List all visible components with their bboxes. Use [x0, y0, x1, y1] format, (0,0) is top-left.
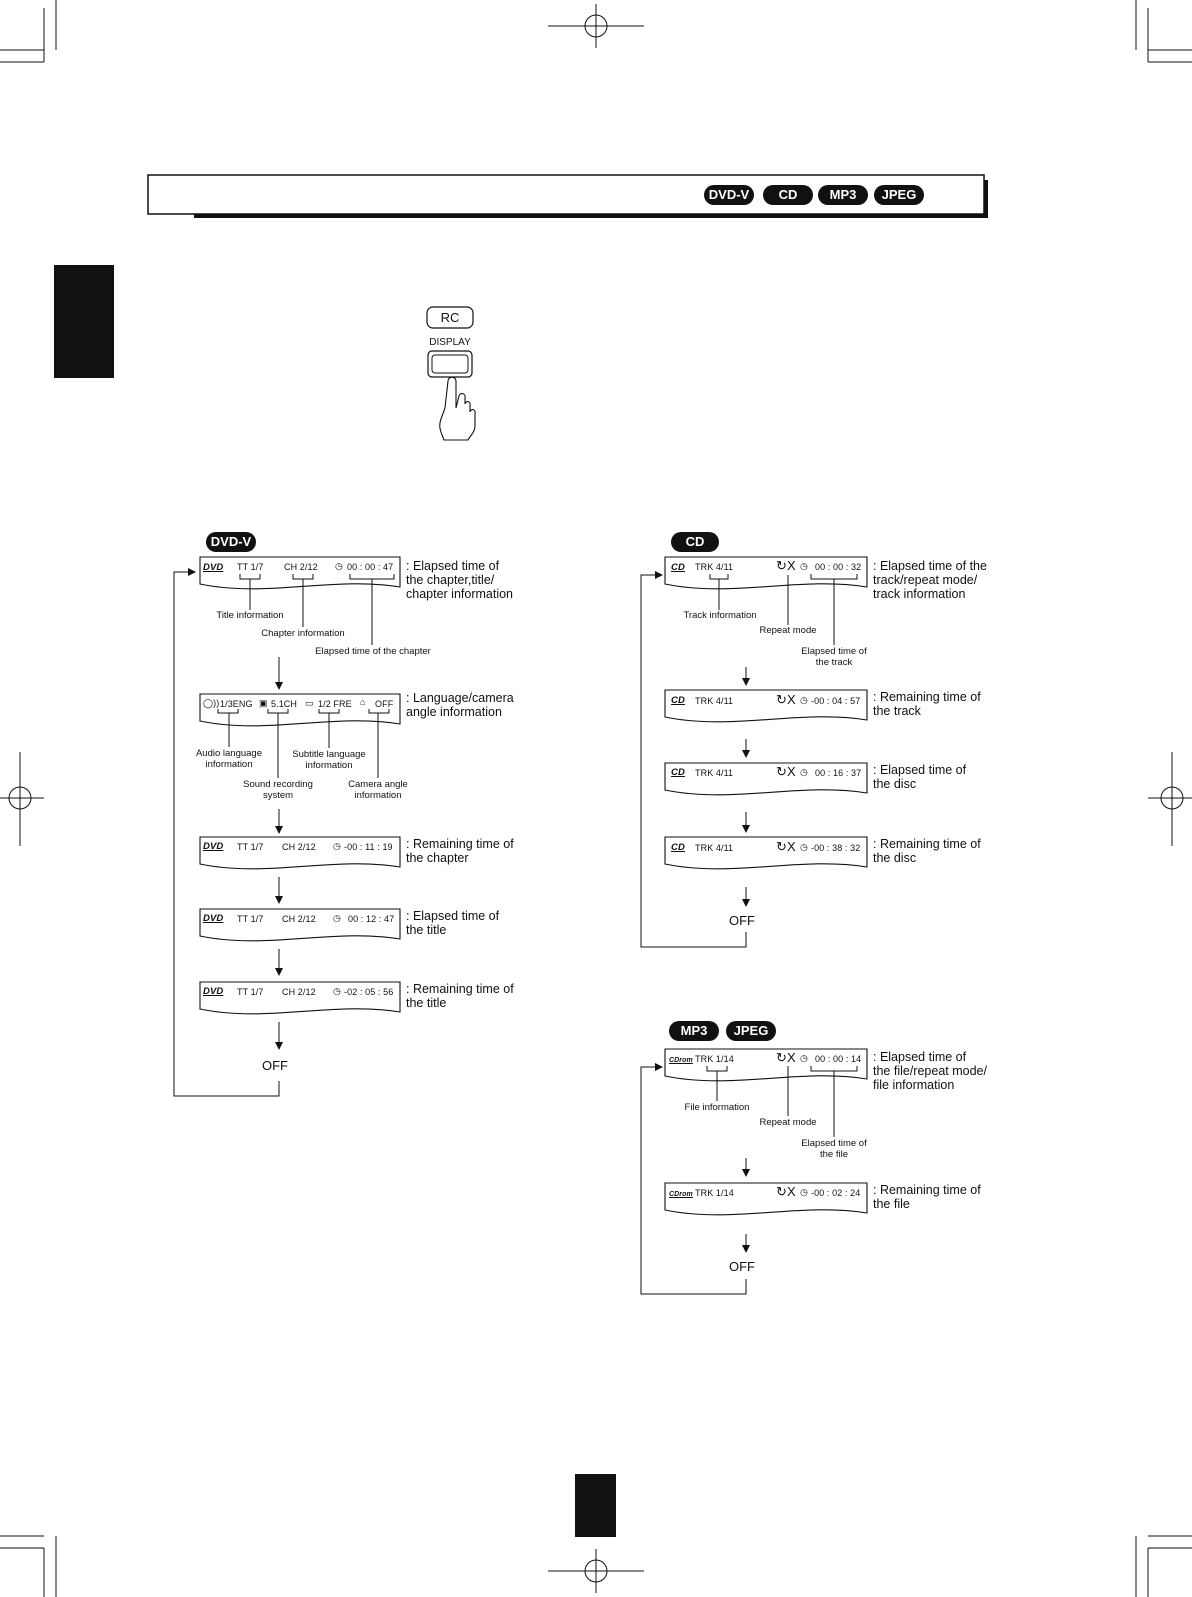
mp3-caption-file-info: File information [684, 1102, 750, 1113]
dvd-screen-5-desc: : Remaining time of the title [406, 982, 514, 1010]
dvd-screen-3-title: TT 1/7 [237, 842, 264, 852]
repeat-icon: ↻X [776, 764, 796, 779]
dvd-logo-icon: DVD [203, 841, 224, 852]
cd-screen-3-time: 00 : 16 : 37 [815, 768, 862, 778]
dvd-screen-5-chapter: CH 2/12 [282, 987, 316, 997]
jpeg-badge: JPEG [726, 1021, 776, 1041]
dvd-screen-4-chapter: CH 2/12 [282, 914, 316, 924]
mp3-screen-2-time: -00 : 02 : 24 [811, 1188, 861, 1198]
audio-icon: ◯)) [203, 698, 220, 708]
dvd-logo-icon: DVD [203, 913, 224, 924]
mp3-screen-2-clock-icon: ◷ [800, 1187, 808, 1197]
dvd-off-label: OFF [262, 1058, 288, 1073]
subtitle-icon: ▭ [305, 698, 314, 708]
cd-screen-1-time: 00 : 00 : 32 [815, 562, 862, 572]
cd-caption-repeat: Repeat mode [759, 625, 817, 636]
repeat-icon: ↻X [776, 558, 796, 573]
dvd-screen-3-clock-icon: ◷ [333, 841, 341, 851]
header-badge-jpeg: JPEG [874, 185, 924, 205]
cd-screen-2-track: TRK 4/11 [695, 696, 734, 706]
dvd-screen-3-chapter: CH 2/12 [282, 842, 316, 852]
display-button[interactable] [428, 351, 472, 377]
mp3-screen-2-track: TRK 1/14 [695, 1188, 734, 1198]
cd-screen-1-clock-icon: ◷ [800, 561, 808, 571]
dvd-caption-camera-angle: Camera angle information [348, 779, 408, 801]
cd-screen-4-track: TRK 4/11 [695, 843, 734, 853]
cdrom-logo-icon: CDrom [669, 1191, 693, 1198]
cd-screen-4 [671, 842, 685, 853]
cd-screen-4-time: -00 : 38 : 32 [811, 843, 861, 853]
repeat-icon: ↻X [776, 1050, 796, 1065]
cd-screen-3-desc: : Elapsed time of the disc [873, 763, 967, 791]
repeat-icon: ↻X [776, 692, 796, 707]
cd-screen-2 [671, 695, 685, 706]
display-button-label: DISPLAY [429, 337, 471, 348]
cd-logo-icon: CD [671, 695, 685, 706]
dvd-caption-title-info: Title information [216, 610, 284, 621]
cd-screen-3-track: TRK 4/11 [695, 768, 734, 778]
cd-screen-2-clock-icon: ◷ [800, 695, 808, 705]
mp3-screen-1-clock-icon: ◷ [800, 1053, 808, 1063]
dvd-screen-5-title: TT 1/7 [237, 987, 264, 997]
header-badge-dvd-v: DVD-V [704, 185, 754, 205]
mp3-screen-1-desc: : Elapsed time of the file/repeat mode/ file information [873, 1050, 987, 1092]
cd-screen-4-clock-icon: ◷ [800, 842, 808, 852]
dvd-screen-3 [203, 841, 223, 852]
mp3-badge: MP3 [669, 1021, 719, 1041]
dvd-screen-4-clock-icon: ◷ [333, 913, 341, 923]
cd-screen-2-desc: : Remaining time of the track [873, 690, 981, 718]
dvd-caption-sound-rec: Sound recording system [243, 779, 313, 801]
repeat-icon: ↻X [776, 839, 796, 854]
dvd-screen-3-desc: : Remaining time of the chapter [406, 837, 514, 865]
cd-logo-icon: CD [671, 767, 685, 778]
dvd-screen-2-audio: 1/3ENG [220, 699, 253, 709]
dvd-screen-2-desc: : Language/camera angle information [406, 691, 514, 719]
cd-logo-icon: CD [671, 562, 685, 573]
dvd-logo-icon: DVD [203, 986, 224, 997]
dvd-screen-1-title: TT 1/7 [237, 562, 264, 572]
cd-screen-2-time: -00 : 04 : 57 [811, 696, 861, 706]
cdrom-logo-icon: CDrom [669, 1057, 693, 1064]
dvd-caption-elapsed-chapter: Elapsed time of the chapter [315, 646, 431, 657]
dvd-screen-1-clock-icon: ◷ [335, 561, 343, 571]
mp3-caption-repeat: Repeat mode [759, 1117, 817, 1128]
dvd-screen-4 [203, 913, 223, 924]
sound-system-icon: ▣ [259, 698, 268, 708]
dvd-caption-audio-lang: Audio language information [195, 748, 263, 770]
dvd-screen-1-time: 00 : 00 : 47 [347, 562, 394, 572]
dvd-screen-2-subtitle: 1/2 FRE [318, 699, 352, 709]
pressing-hand-icon [438, 376, 478, 440]
rc-button-label: RC [440, 310, 460, 325]
camera-angle-icon: ⌂ [360, 697, 366, 707]
dvd-screen-5 [203, 986, 223, 997]
cd-logo-icon: CD [671, 842, 685, 853]
cd-off-label: OFF [729, 913, 755, 928]
cd-badge: CD [671, 532, 719, 552]
dvd-screen-5-clock-icon: ◷ [333, 986, 341, 996]
dvd-screen-1 [203, 562, 223, 573]
cd-screen-1 [671, 562, 685, 573]
dvd-logo-icon: DVD [203, 562, 224, 573]
dvd-screen-1-desc: : Elapsed time of the chapter,title/ chapter information [406, 559, 514, 601]
repeat-icon: ↻X [776, 1184, 796, 1199]
mp3-screen-1-track: TRK 1/14 [695, 1054, 734, 1064]
dvd-screen-2-sound: 5.1CH [271, 699, 298, 709]
cd-caption-track-info: Track information [683, 610, 757, 621]
mp3-screen-2-desc: : Remaining time of the file [873, 1183, 981, 1211]
cd-screen-1-desc: : Elapsed time of the track/repeat mode/ track information [873, 559, 987, 601]
cd-screen-3 [671, 767, 685, 778]
mp3-screen-2 [669, 1188, 693, 1198]
mp3-screen-1 [669, 1054, 693, 1064]
dvd-screen-1-chapter: CH 2/12 [284, 562, 318, 572]
dvd-screen-3-time: -00 : 11 : 19 [344, 842, 393, 852]
mp3-off-label: OFF [729, 1259, 755, 1274]
dvd-screen-4-time: 00 : 12 : 47 [348, 914, 395, 924]
header-badge-cd: CD [763, 185, 813, 205]
dvd-screen-4-title: TT 1/7 [237, 914, 264, 924]
cd-screen-4-desc: : Remaining time of the disc [873, 837, 981, 865]
cd-screen-1-track: TRK 4/11 [695, 562, 734, 572]
dvd-screen-4-desc: : Elapsed time of the title [406, 909, 500, 937]
cd-caption-elapsed-track: Elapsed time of the track [801, 646, 867, 668]
dvd-badge: DVD-V [206, 532, 256, 552]
header-badge-mp3: MP3 [818, 185, 868, 205]
dvd-screen-2-angle: OFF [375, 699, 394, 709]
cd-screen-3-clock-icon: ◷ [800, 767, 808, 777]
mp3-screen-1-time: 00 : 00 : 14 [815, 1054, 862, 1064]
mp3-caption-elapsed-file: Elapsed time of the file [801, 1138, 867, 1160]
dvd-screen-5-time: -02 : 05 : 56 [344, 987, 394, 997]
dvd-caption-subtitle-lang: Subtitle language information [292, 749, 366, 771]
dvd-caption-chapter-info: Chapter information [261, 628, 345, 639]
